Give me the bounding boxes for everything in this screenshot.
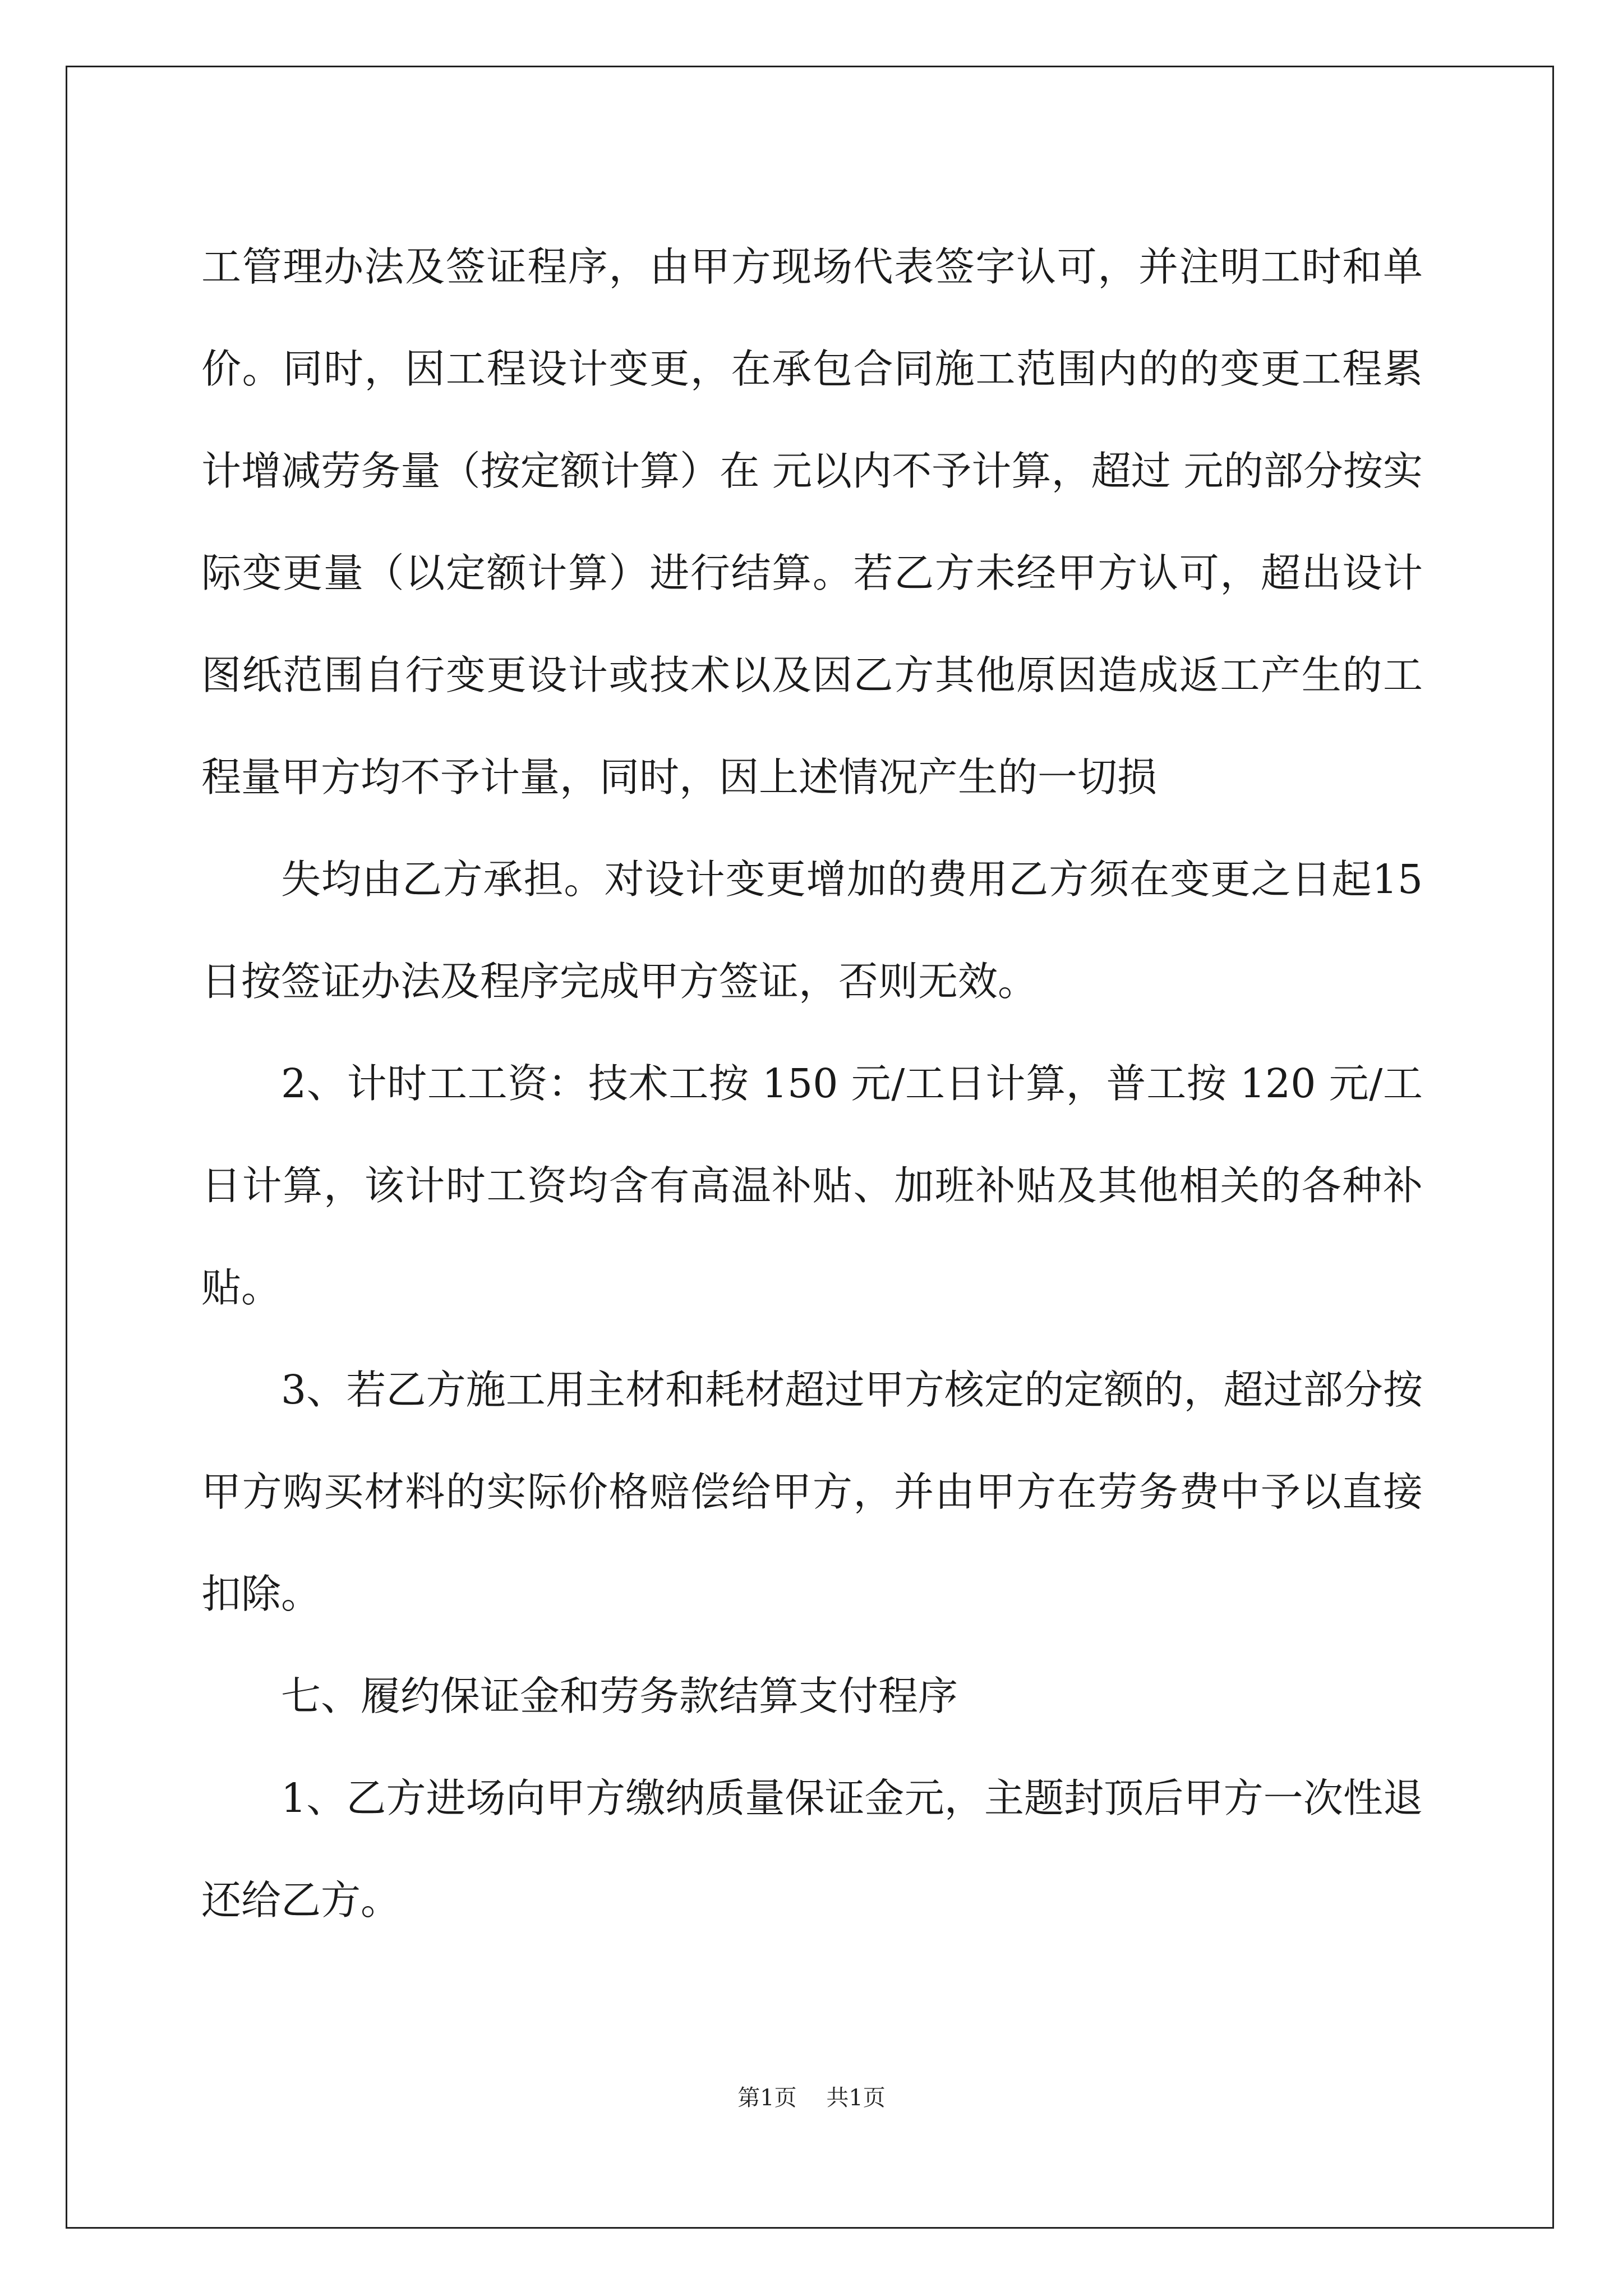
- paragraph-hourly-wages: 2、计时工工资：技术工按 150 元/工日计算，普工按 120 元/工日计算，该计时工资均含有高温补贴、加班补贴及其他相关的各种补贴。: [201, 1060, 1423, 1311]
- paragraph-material-overuse: 3、若乙方施工用主材和耗材超过甲方核定的定额的，超过部分按甲方购买材料的实际价格赔偿给甲方，并由甲方在劳务费中予以直接扣除。: [201, 1366, 1423, 1617]
- paragraph-design-change-cost: 失均由乙方承担。对设计变更增加的费用乙方须在变更之日起15日按签证办法及程序完成甲方签证，否则无效。: [201, 856, 1423, 1005]
- paragraph-continuation: 工管理办法及签证程序，由甲方现场代表签字认可，并注明工时和单价。同时，因工程设计变更，在承包合同施工范围内的的变更工程累计增减劳务量（按定额计算）在 元以内不予计算，超过 元的部分按实际变更量（以定额计算）进行结算。若乙方未经甲方认可，超出设计图纸范围自行变更设计或技术以及因乙方其他原因造成返工产生的工程量甲方均不予计量，同时，因上述情况产生的一切损: [201, 243, 1423, 800]
- page-total: 共1页: [826, 2085, 886, 2111]
- paragraph-quality-deposit: 1、乙方进场向甲方缴纳质量保证金元，主题封顶后甲方一次性退还给乙方。: [201, 1775, 1423, 1924]
- page-footer: [0, 2082, 1623, 2114]
- section-heading-deposit-settlement: 七、履约保证金和劳务款结算支付程序: [281, 1673, 958, 1719]
- page-number: 第1页: [737, 2085, 797, 2111]
- document-body: [201, 216, 1423, 1952]
